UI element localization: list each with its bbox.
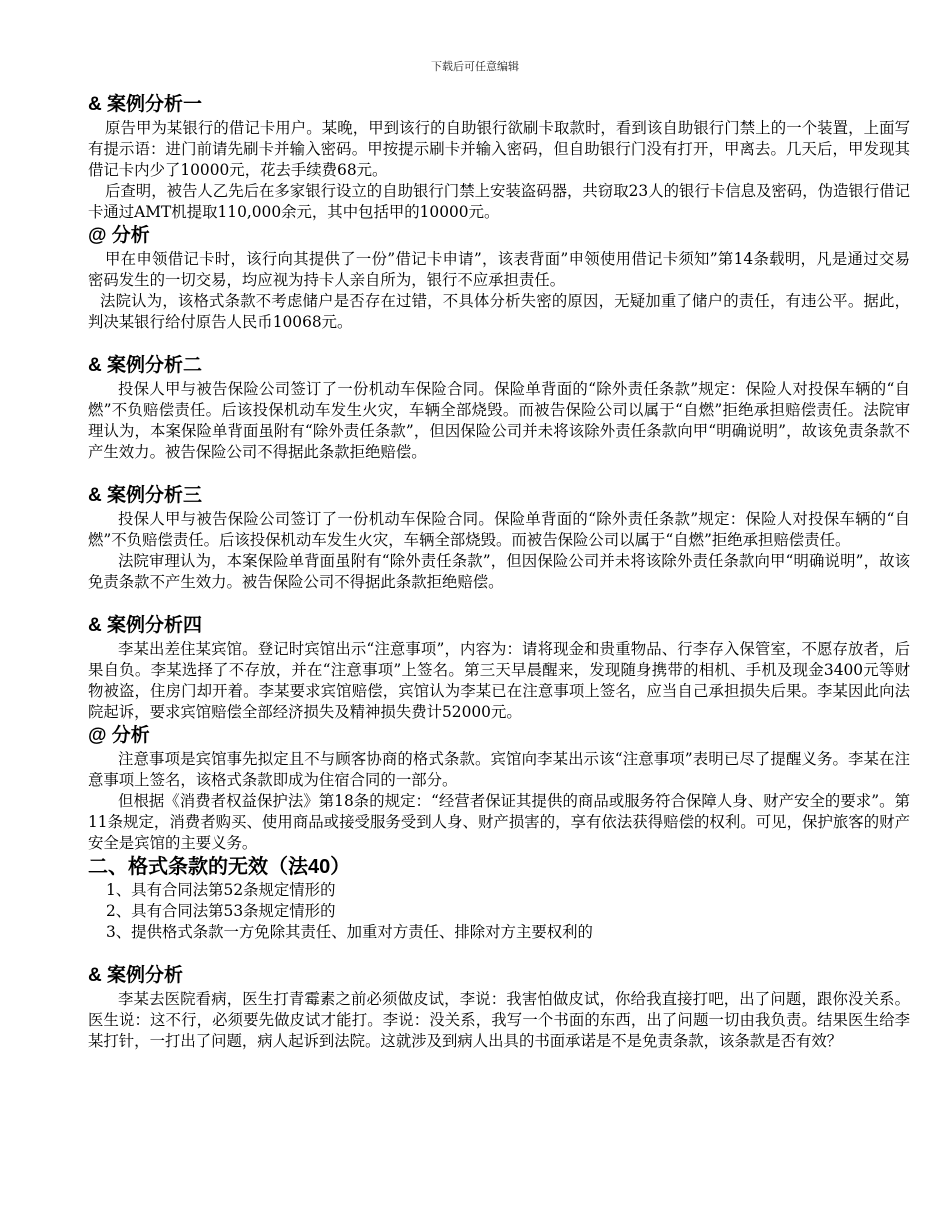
- case-3-paragraph-2: 法院审理认为，本案保险单背面虽附有“除外责任条款”，但因保险公司并未将该除外责任条款向甲“明确说明”，故该免责条款不产生效力。被告保险公司不得据此条款拒绝赔偿。: [88, 552, 910, 591]
- case-1-analysis-2: 法院认为，该格式条款不考虑储户是否存在过错，不具体分析失密的原因，无疑加重了储户的责任，有违公平。据此，判决某银行给付原告人民币10068元。: [88, 292, 910, 331]
- document-body: [88, 92, 910, 1052]
- section-2-list: [88, 880, 910, 943]
- case-1: [88, 92, 910, 333]
- case-5-paragraph-1: 李某去医院看病，医生打青霉素之前必须做皮试，李说：我害怕做皮试，你给我直接打吧，出了问题，跟你没关系。医生说：这不行，必须要先做皮试才能打。李说：没关系，我写一个书面的东西，出了问题一切由我负责。结果医生给李某打针，一打出了问题，病人起诉到法院。这就涉及到病人出具的书面承诺是不是免责条款，该条款是否有效？: [88, 990, 910, 1050]
- case-2: [88, 353, 910, 463]
- case-3-title: & 案例分析三: [88, 485, 203, 506]
- case-3-paragraph-1: 投保人甲与被告保险公司签订了一份机动车保险合同。保险单背面的“除外责任条款”规定：保险人对投保车辆的“自燃”不负赔偿责任。后该投保机动车发生火灾，车辆全部烧毁。而被告保险公司以属于“自燃”拒绝承担赔偿责任。: [88, 510, 910, 549]
- list-item: 2、具有合同法第53条规定情形的: [106, 902, 336, 920]
- section-2: [88, 854, 910, 943]
- case-4-analysis-1: 注意事项是宾馆事先拟定且不与顾客协商的格式条款。宾馆向李某出示该“注意事项”表明已尽了提醒义务。李某在注意事项上签名，该格式条款即成为住宿合同的一部分。: [88, 750, 910, 789]
- spacer: [88, 333, 910, 353]
- case-1-paragraph-2: 后查明，被告人乙先后在多家银行设立的自助银行门禁上安装盗码器，共窃取23人的银行卡信息及密码，伪造银行借记卡通过AMT机提取110,000余元，其中包括甲的10000元。: [88, 182, 910, 221]
- case-5: [88, 963, 910, 1052]
- case-4-paragraph-1: 李某出差住某宾馆。登记时宾馆出示“注意事项”，内容为：请将现金和贵重物品、行李存入保管室，不愿存放者，后果自负。李某选择了不存放，并在“注意事项”上签名。第三天早晨醒来，发现随身携带的相机、手机及现金3400元等财物被盗，住房门却开着。李某要求宾馆赔偿，宾馆认为李某已在注意事项上签名，应当自己承担损失后果。李某因此向法院起诉，要求宾馆赔偿全部经济损失及精神损失费计52000元。: [88, 640, 910, 721]
- header-note: 下载后可任意编辑: [431, 60, 519, 73]
- list-item: 3、提供格式条款一方免除其责任、加重对方责任、排除对方主要权利的: [106, 923, 593, 941]
- section-2-title: 二、格式条款的无效（法40）: [88, 856, 351, 878]
- case-4: [88, 613, 910, 854]
- spacer: [88, 943, 910, 963]
- case-4-analysis-title: @ 分析: [88, 725, 150, 746]
- case-2-paragraph-1: 投保人甲与被告保险公司签订了一份机动车保险合同。保险单背面的“除外责任条款”规定：保险人对投保车辆的“自燃”不负赔偿责任。后该投保机动车发生火灾，车辆全部烧毁。而被告保险公司以属于“自燃”拒绝承担赔偿责任。法院审理认为，本案保险单背面虽附有“除外责任条款”，但因保险公司并未将该除外责任条款向甲“明确说明”，故该免责条款不产生效力。被告保险公司不得据此条款拒绝赔偿。: [88, 380, 910, 461]
- case-1-paragraph-1: 原告甲为某银行的借记卡用户。某晚，甲到该行的自助银行欲刷卡取款时，看到该自助银行门禁上的一个装置，上面写有提示语：进门前请先刷卡并输入密码。甲按提示刷卡并输入密码，但自助银行门没有打开，甲离去。几天后，甲发现其借记卡内少了10000元，花去手续费68元。: [88, 119, 910, 179]
- spacer: [88, 463, 910, 483]
- case-5-title: & 案例分析: [88, 965, 184, 986]
- spacer: [88, 593, 910, 613]
- case-3: [88, 483, 910, 593]
- case-1-title: & 案例分析一: [88, 94, 203, 115]
- case-4-analysis-2: 但根据《消费者权益保护法》第18条的规定：“经营者保证其提供的商品或服务符合保障人身、财产安全的要求”。第11条规定，消费者购买、使用商品或接受服务受到人身、财产损害的，享有依法获得赔偿的权利。可见，保护旅客的财产安全是宾馆的主要义务。: [88, 792, 910, 852]
- case-1-analysis-title: @ 分析: [88, 225, 150, 246]
- list-item: 1、具有合同法第52条规定情形的: [106, 881, 336, 899]
- case-1-analysis-1: 甲在申领借记卡时，该行向其提供了一份”借记卡申请”，该表背面”申领使用借记卡须知”第14条载明，凡是通过交易密码发生的一切交易，均应视为持卡人亲自所为，银行不应承担责任。: [88, 250, 910, 289]
- case-4-title: & 案例分析四: [88, 615, 203, 636]
- case-2-title: & 案例分析二: [88, 355, 203, 376]
